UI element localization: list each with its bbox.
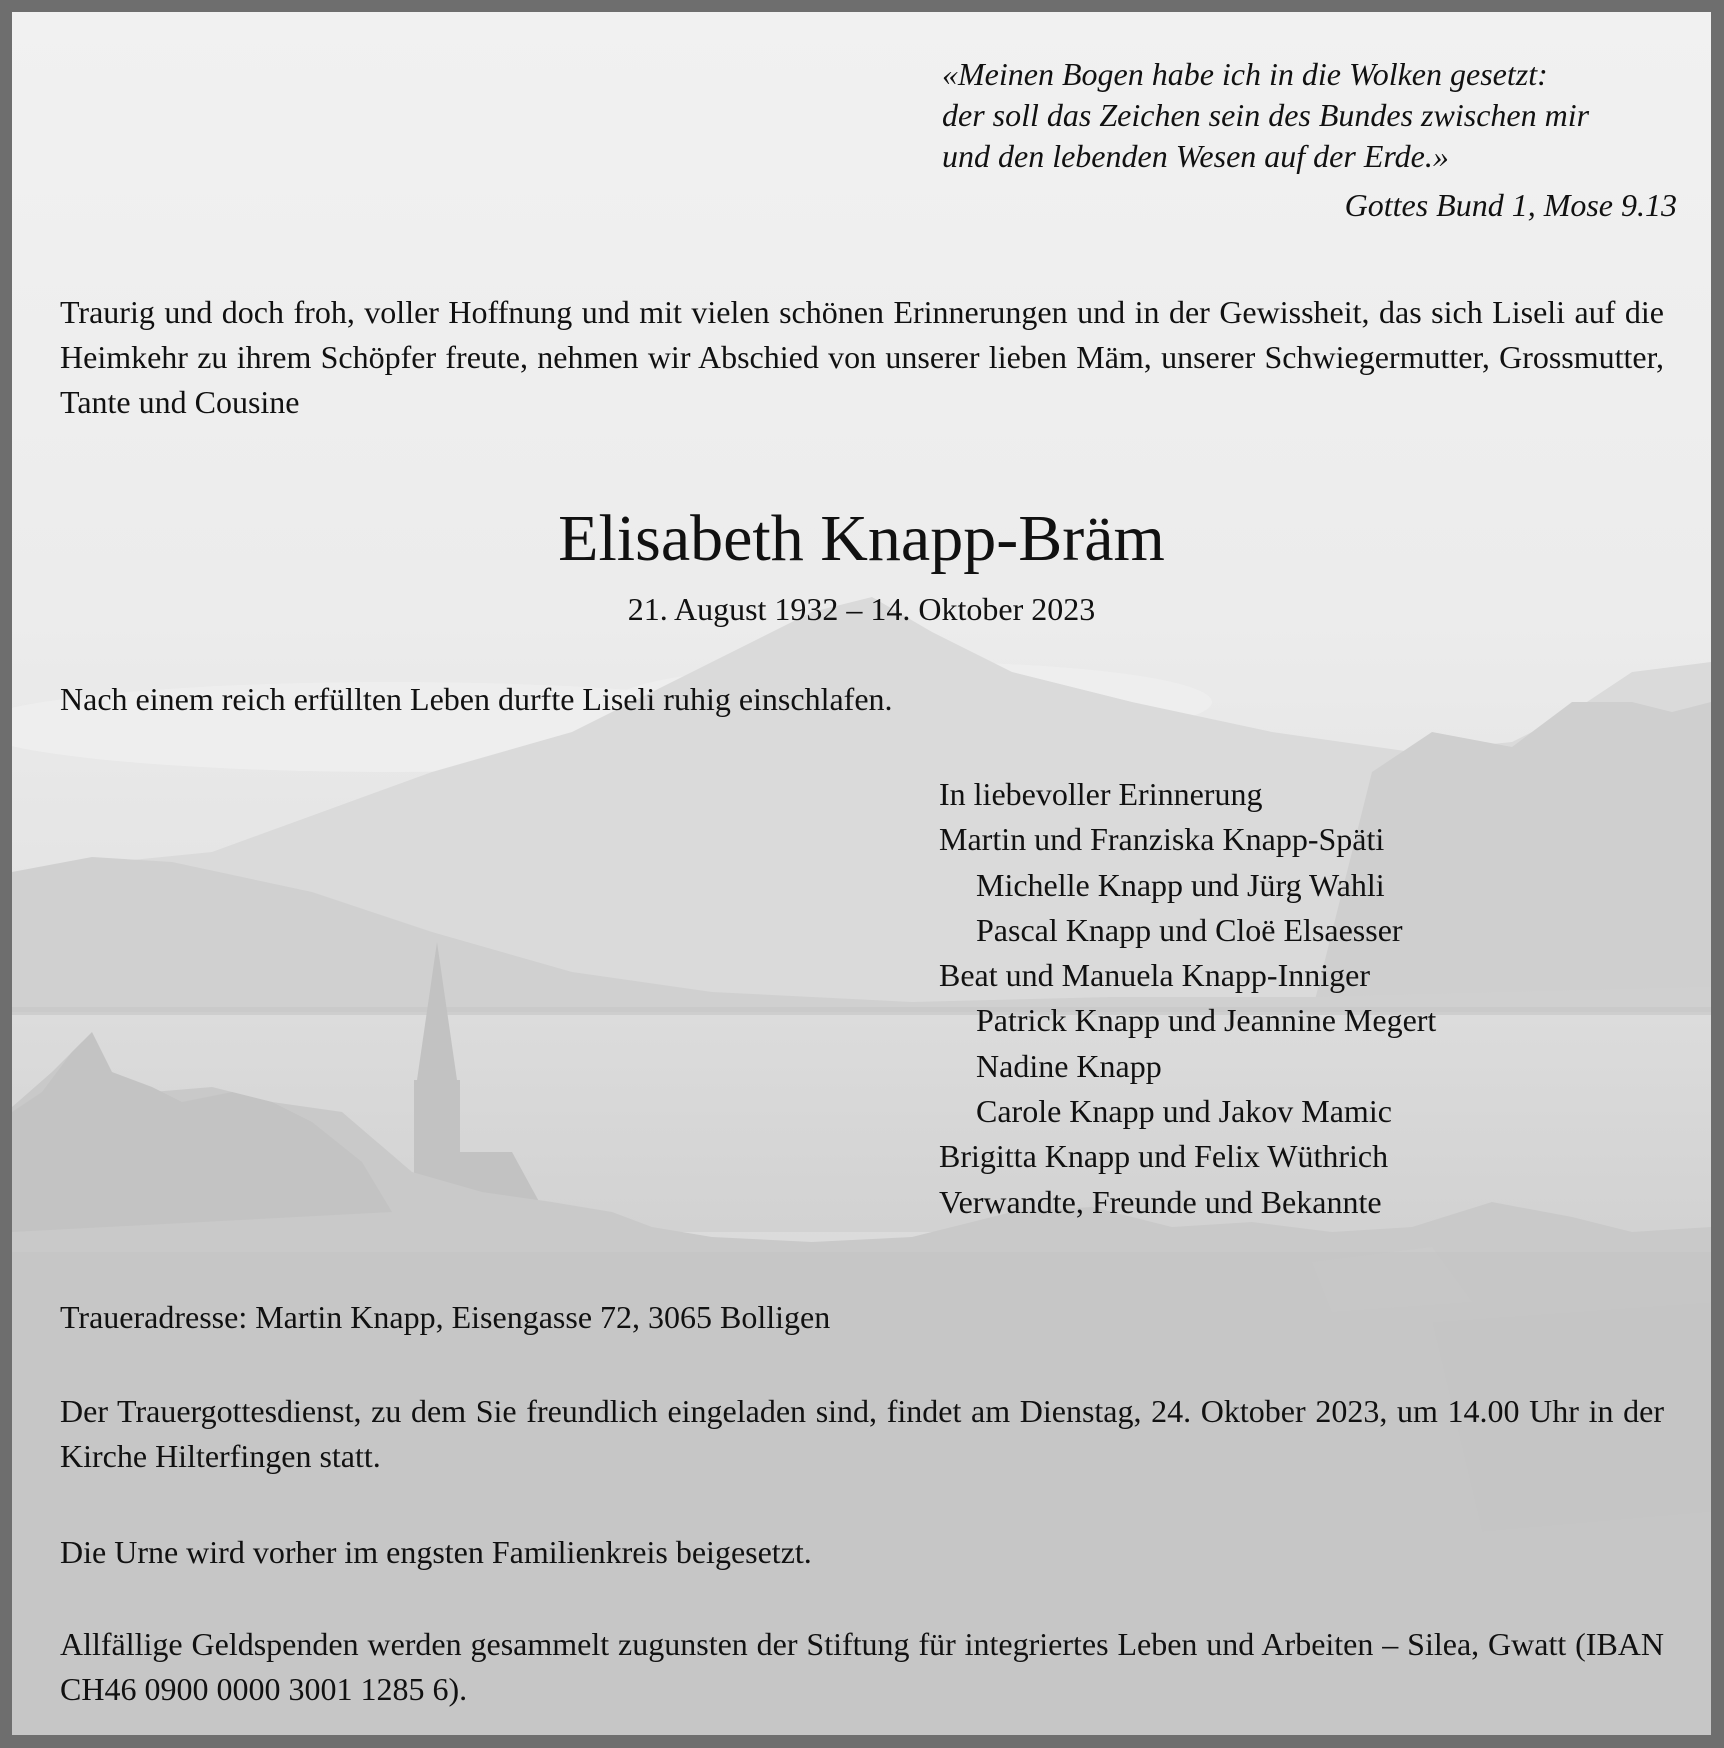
passing-note: Nach einem reich erfüllten Leben durfte Liseli ruhig einschlafen. — [60, 681, 893, 717]
mourner-entry: Brigitta Knapp und Felix Wüthrich — [939, 1138, 1389, 1175]
mourner-entry: Verwandte, Freunde und Bekannte — [939, 1183, 1382, 1220]
obituary-card — [12, 12, 1711, 1735]
mourners-heading: In liebevoller Erinnerung — [939, 776, 1263, 812]
mourning-address: Traueradresse: Martin Knapp, Eisengasse 72, 3065 Bolligen — [60, 1299, 831, 1335]
mourner-entry: Patrick Knapp und Jeannine Megert — [976, 1002, 1437, 1039]
quote-line: der soll das Zeichen sein des Bundes zwischen mir — [942, 97, 1590, 133]
mourner-entry: Martin und Franziska Knapp-Späti — [939, 821, 1385, 858]
bible-quote — [942, 54, 1682, 226]
mourner-entry: Beat und Manuela Knapp-Inniger — [939, 957, 1370, 994]
donation-info: Allfällige Geldspenden werden gesammelt zugunsten der Stiftung für integriertes Leben und Arbeiten – Silea, Gwatt (IBAN CH46 0900 0000 3001 1285 6). — [60, 1626, 1664, 1707]
deceased-name: Elisabeth Knapp-Bräm — [558, 502, 1165, 575]
mourners-list — [939, 772, 1659, 1225]
mourner-entry: Nadine Knapp — [976, 1047, 1162, 1084]
quote-line: und den lebenden Wesen auf der Erde.» — [942, 138, 1449, 174]
quote-reference: Gottes Bund 1, Mose 9.13 — [1344, 187, 1677, 223]
urn-note: Die Urne wird vorher im engsten Familienkreis beigesetzt. — [60, 1534, 812, 1570]
mourner-entry: Michelle Knapp und Jürg Wahli — [976, 866, 1385, 903]
funeral-service-info: Der Trauergottesdienst, zu dem Sie freundlich eingeladen sind, findet am Dienstag, 24. Oktober 2023, um 14.00 Uhr in der Kirche Hilterfingen statt. — [60, 1393, 1664, 1474]
mourner-entry: Carole Knapp und Jakov Mamic — [976, 1093, 1392, 1130]
quote-line: «Meinen Bogen habe ich in die Wolken gesetzt: — [942, 56, 1548, 92]
intro-paragraph: Traurig und doch froh, voller Hoffnung und mit vielen schönen Erinnerungen und in der Gewissheit, das sich Liseli auf die Heimkehr zu ihrem Schöpfer freute, nehmen wir Abschied von unserer lieben Mäm, unserer Schwiegermutter, Grossmutter, Tante und Cousine — [60, 294, 1664, 420]
life-dates: 21. August 1932 – 14. Oktober 2023 — [627, 591, 1096, 627]
mourner-entry: Pascal Knapp und Cloë Elsaesser — [976, 911, 1403, 948]
